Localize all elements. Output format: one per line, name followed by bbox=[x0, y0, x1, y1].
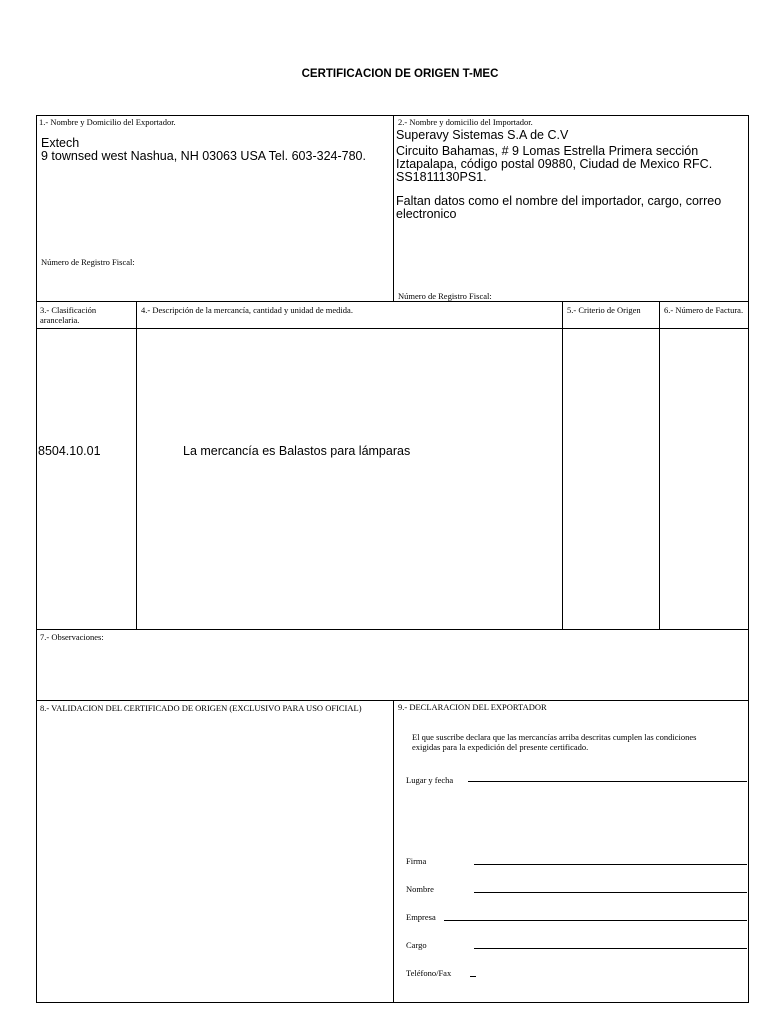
declaration-text: El que suscribe declara que las mercancías arriba descritas cumplen las condiciones exigidas para la expedición del presente certificado. bbox=[412, 732, 697, 752]
phone-fax-label: Teléfono/Fax bbox=[406, 968, 452, 978]
exporter-tax-id-label: Número de Registro Fiscal: bbox=[41, 257, 135, 267]
validation-box bbox=[36, 700, 394, 1003]
declaration-label: 9.- DECLARACION DEL EXPORTADOR bbox=[398, 702, 547, 712]
description-cell: La mercancía es Balastos para lámparas bbox=[183, 444, 411, 458]
phone-fax-line[interactable] bbox=[470, 976, 476, 977]
col-origin-criterion-header: 5.- Criterio de Origen bbox=[567, 305, 641, 315]
company-label: Empresa bbox=[406, 912, 436, 922]
importer-tax-id-label: Número de Registro Fiscal: bbox=[398, 291, 492, 301]
name-label: Nombre bbox=[406, 884, 434, 894]
importer-note: Faltan datos como el nombre del importador, cargo, correo electronico bbox=[396, 194, 722, 221]
signature-label: Firma bbox=[406, 856, 427, 866]
observations-label: 7.- Observaciones: bbox=[40, 632, 104, 642]
exporter-box bbox=[36, 115, 394, 302]
validation-label: 8.- VALIDACION DEL CERTIFICADO DE ORIGEN (EXCLUSIVO PARA USO OFICIAL) bbox=[40, 703, 362, 713]
importer-box bbox=[393, 115, 749, 302]
document-title: CERTIFICACION DE ORIGEN T-MEC bbox=[301, 68, 499, 80]
declaration-box bbox=[393, 700, 749, 1003]
importer-name: Superavy Sistemas S.A de C.V bbox=[396, 128, 569, 142]
name-line[interactable] bbox=[474, 892, 747, 893]
observations-box bbox=[36, 629, 749, 701]
col-description-header: 4.- Descripción de la mercancía, cantidad y unidad de medida. bbox=[141, 305, 353, 315]
place-date-line[interactable] bbox=[468, 781, 747, 782]
company-line[interactable] bbox=[444, 920, 747, 921]
exporter-label: 1.- Nombre y Domicilio del Exportador. bbox=[39, 117, 176, 127]
position-line[interactable] bbox=[474, 948, 747, 949]
goods-table bbox=[36, 301, 749, 630]
exporter-address: 9 townsed west Nashua, NH 03063 USA Tel. 603-324-780. bbox=[41, 149, 366, 163]
position-label: Cargo bbox=[406, 940, 427, 950]
exporter-name: Extech bbox=[41, 136, 80, 150]
importer-address: Circuito Bahamas, # 9 Lomas Estrella Primera sección Iztapalapa, código postal 09880, Ciudad de Mexico RFC. SS1811130PS1. bbox=[396, 144, 713, 184]
col-invoice-number-header: 6.- Número de Factura. bbox=[664, 305, 744, 315]
place-date-label: Lugar y fecha bbox=[406, 775, 454, 785]
tariff-code-cell: 8504.10.01 bbox=[38, 444, 101, 458]
col-tariff-classification-header: 3.- Clasificación arancelaria. bbox=[40, 305, 97, 325]
importer-label: 2.- Nombre y domicilio del Importador. bbox=[398, 117, 533, 127]
signature-line[interactable] bbox=[474, 864, 747, 865]
